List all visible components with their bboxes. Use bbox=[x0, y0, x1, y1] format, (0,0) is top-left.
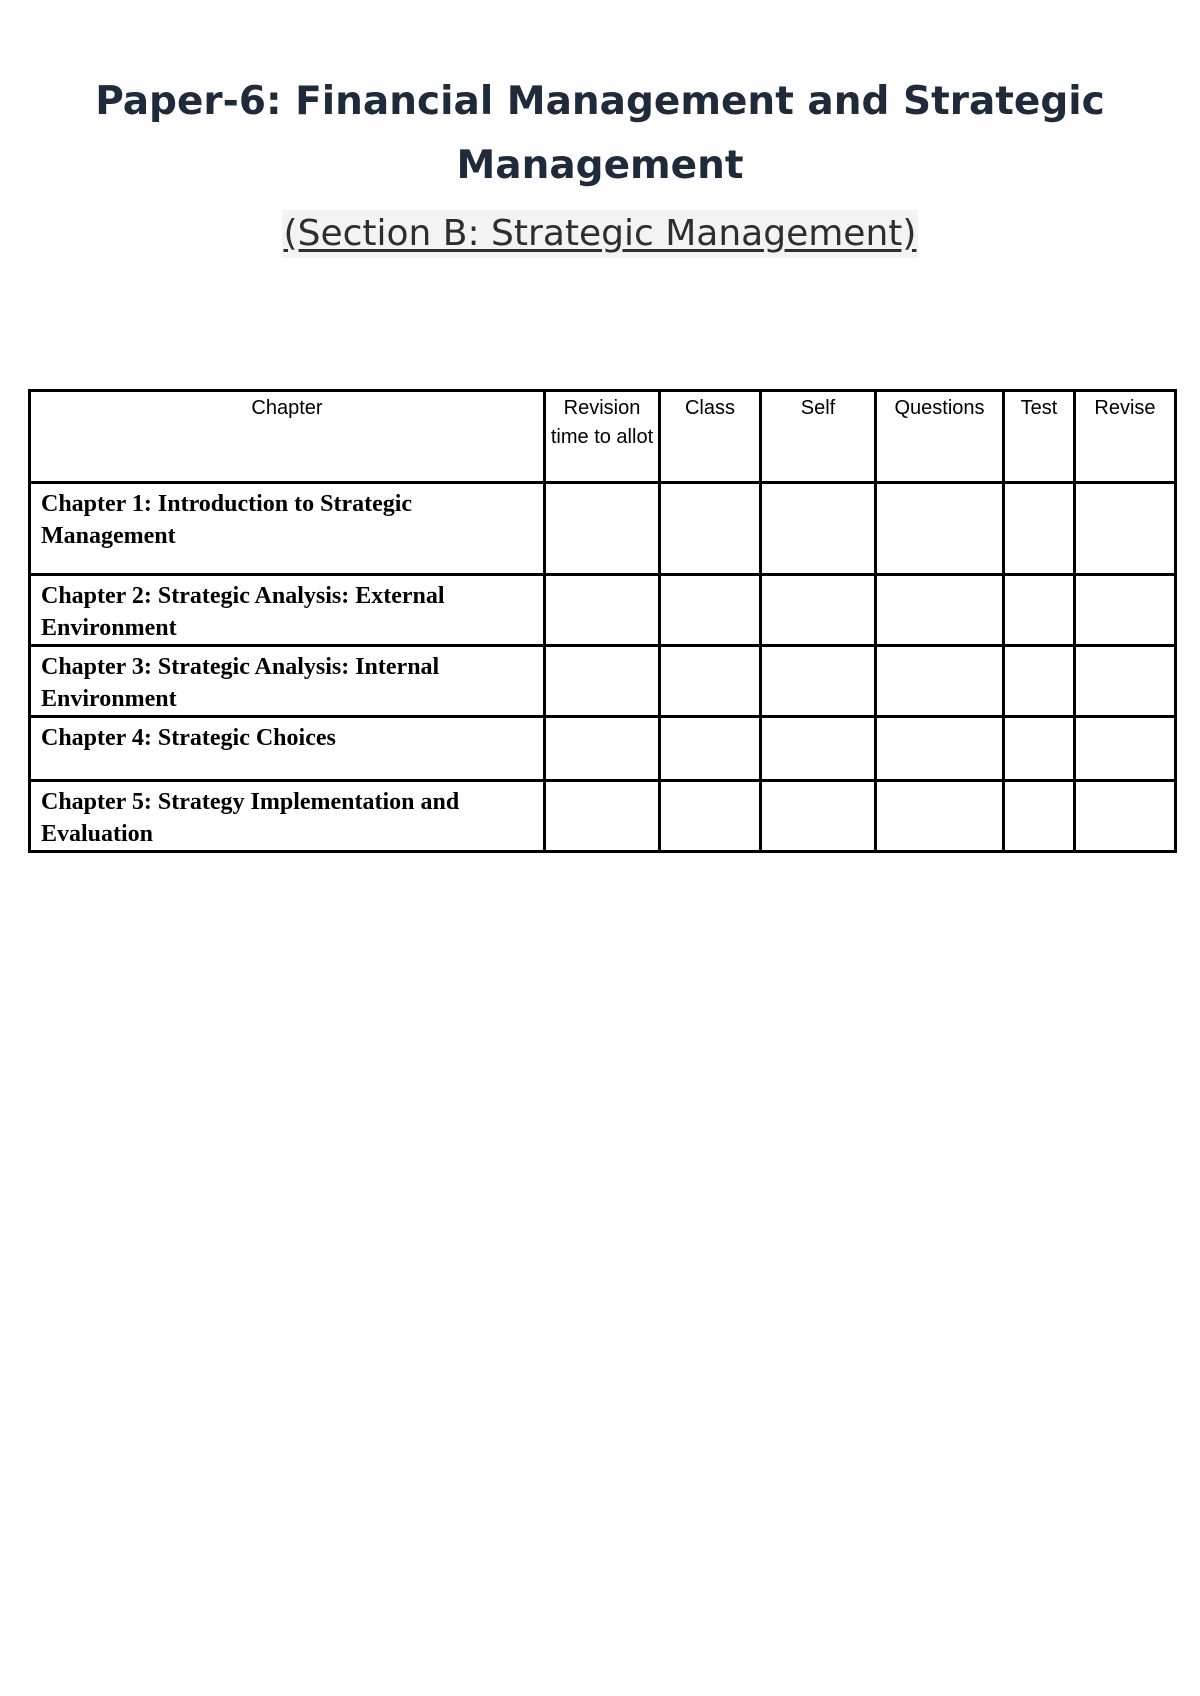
revise-cell[interactable] bbox=[1075, 646, 1176, 717]
revise-cell[interactable] bbox=[1075, 483, 1176, 575]
header-questions: Questions bbox=[876, 391, 1004, 483]
revise-cell[interactable] bbox=[1075, 575, 1176, 646]
revision-time-cell[interactable] bbox=[545, 717, 660, 781]
class-cell[interactable] bbox=[660, 781, 761, 852]
header-revision-time: Revision time to allot bbox=[545, 391, 660, 483]
questions-cell[interactable] bbox=[876, 781, 1004, 852]
class-cell[interactable] bbox=[660, 575, 761, 646]
self-cell[interactable] bbox=[761, 646, 876, 717]
header-self: Self bbox=[761, 391, 876, 483]
questions-cell[interactable] bbox=[876, 483, 1004, 575]
self-cell[interactable] bbox=[761, 717, 876, 781]
revision-time-cell[interactable] bbox=[545, 781, 660, 852]
test-cell[interactable] bbox=[1004, 575, 1075, 646]
questions-cell[interactable] bbox=[876, 646, 1004, 717]
chapter-name-cell: Chapter 2: Strategic Analysis: External Environment bbox=[30, 575, 545, 646]
chapter-name-cell: Chapter 3: Strategic Analysis: Internal Environment bbox=[30, 646, 545, 717]
table-row bbox=[30, 575, 1176, 646]
document-title: Paper-6: Financial Management and Strategic Management bbox=[95, 79, 1105, 188]
chapter-name-cell: Chapter 4: Strategic Choices bbox=[30, 717, 545, 781]
table-row bbox=[30, 717, 1176, 781]
revision-time-cell[interactable] bbox=[545, 575, 660, 646]
test-cell[interactable] bbox=[1004, 717, 1075, 781]
self-cell[interactable] bbox=[761, 781, 876, 852]
self-cell[interactable] bbox=[761, 483, 876, 575]
revise-cell[interactable] bbox=[1075, 717, 1176, 781]
revision-time-cell[interactable] bbox=[545, 646, 660, 717]
subtitle-container bbox=[0, 210, 1200, 258]
header-class: Class bbox=[660, 391, 761, 483]
table-row bbox=[30, 483, 1176, 575]
class-cell[interactable] bbox=[660, 483, 761, 575]
chapter-name-cell: Chapter 5: Strategy Implementation and Evaluation bbox=[30, 781, 545, 852]
revise-cell[interactable] bbox=[1075, 781, 1176, 852]
questions-cell[interactable] bbox=[876, 575, 1004, 646]
revision-time-cell[interactable] bbox=[545, 483, 660, 575]
table-row bbox=[30, 781, 1176, 852]
test-cell[interactable] bbox=[1004, 646, 1075, 717]
header-chapter: Chapter bbox=[30, 391, 545, 483]
questions-cell[interactable] bbox=[876, 717, 1004, 781]
header-test: Test bbox=[1004, 391, 1075, 483]
self-cell[interactable] bbox=[761, 575, 876, 646]
class-cell[interactable] bbox=[660, 717, 761, 781]
test-cell[interactable] bbox=[1004, 483, 1075, 575]
chapter-name-cell: Chapter 1: Introduction to Strategic Management bbox=[30, 483, 545, 575]
table-row bbox=[30, 646, 1176, 717]
class-cell[interactable] bbox=[660, 646, 761, 717]
table-header-row bbox=[30, 391, 1176, 483]
section-subtitle: (Section B: Strategic Management) bbox=[282, 210, 919, 258]
header-revise: Revise bbox=[1075, 391, 1176, 483]
test-cell[interactable] bbox=[1004, 781, 1075, 852]
revision-table bbox=[28, 389, 1177, 853]
